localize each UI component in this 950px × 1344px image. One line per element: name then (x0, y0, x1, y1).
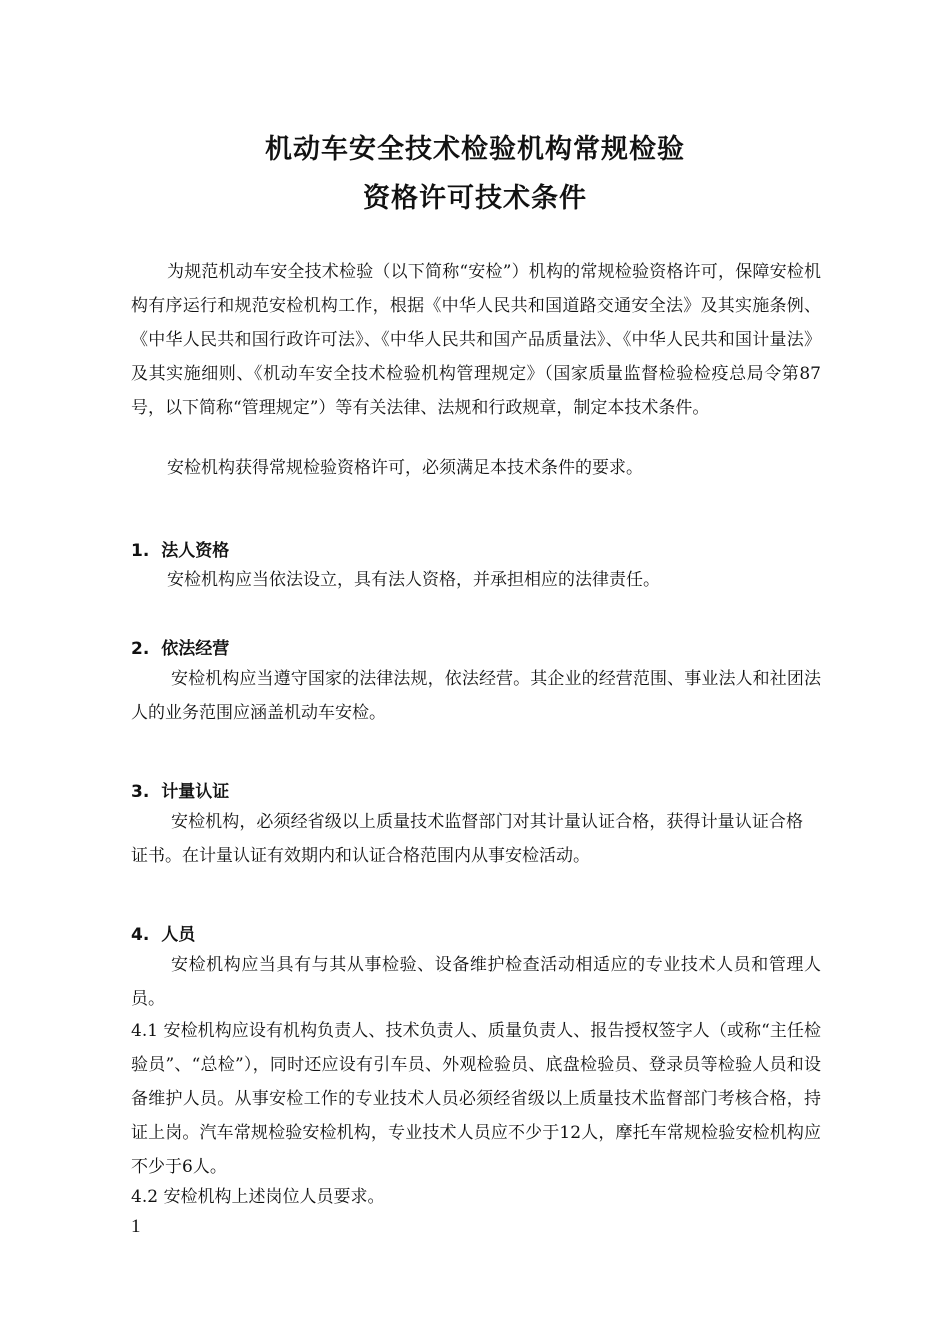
section-4-number: 4. (131, 925, 150, 945)
intro-paragraph: 为规范机动车安全技术检验（以下简称“安检”）机构的常规检验资格许可，保障安检机构有序运行和规范安检机构工作，根据《中华人民共和国道路交通安全法》及其实施条例、《中华人民共和国行政许可法》、《中华人民共和国产品质量法》、《中华人民共和国计量法》及其实施细则、《机动车安全技术检验机构管理规定》（国家质量监督检验检疫总局令第87号，以下简称“管理规定”）等有关法律、法规和行政规章，制定本技术条件。 (131, 262, 821, 418)
section-1-heading (131, 536, 229, 561)
section-1-number: 1. (131, 541, 150, 561)
section-1-title: 法人资格 (161, 541, 230, 561)
section-4-item-4-2: 4.2 安检机构上述岗位人员要求。 (131, 1187, 385, 1207)
section-2-title: 依法经营 (161, 639, 230, 659)
section-2-number: 2. (131, 639, 150, 659)
section-4-item-4-1: 4.1 安检机构应设有机构负责人、技术负责人、质量负责人、报告授权签字人（或称“主任检验员”、“总检”），同时还应设有引车员、外观检验员、底盘检验员、登录员等检验人员和设备维护人员。从事安检工作的专业技术人员必须经省级以上质量技术监督部门考核合格，持证上岗。汽车常规检验安检机构，专业技术人员应不少于12人，摩托车常规检验安检机构应不少于6人。 (131, 1021, 821, 1177)
section-4-body: 安检机构应当具有与其从事检验、设备维护检查活动相适应的专业技术人员和管理人员。 (131, 955, 821, 1009)
section-4-title: 人员 (161, 925, 196, 945)
section-3-heading (131, 777, 229, 802)
section-4-heading (131, 920, 195, 945)
section-3-body: 安检机构，必须经省级以上质量技术监督部门对其计量认证合格，获得计量认证合格证书。在计量认证有效期内和认证合格范围内从事安检活动。 (131, 812, 803, 866)
intro-paragraph-2: 安检机构获得常规检验资格许可，必须满足本技术条件的要求。 (167, 458, 643, 478)
section-2-body: 安检机构应当遵守国家的法律法规，依法经营。其企业的经营范围、事业法人和社团法人的业务范围应涵盖机动车安检。 (131, 669, 821, 723)
section-1-body: 安检机构应当依法设立，具有法人资格，并承担相应的法律责任。 (167, 570, 660, 590)
section-3-title: 计量认证 (161, 782, 230, 802)
document-title-line-1: 机动车安全技术检验机构常规检验 (265, 134, 685, 165)
section-3-number: 3. (131, 782, 150, 802)
section-2-heading (131, 634, 229, 659)
page-number: 1 (131, 1216, 141, 1237)
document-title-line-2: 资格许可技术条件 (363, 183, 587, 214)
